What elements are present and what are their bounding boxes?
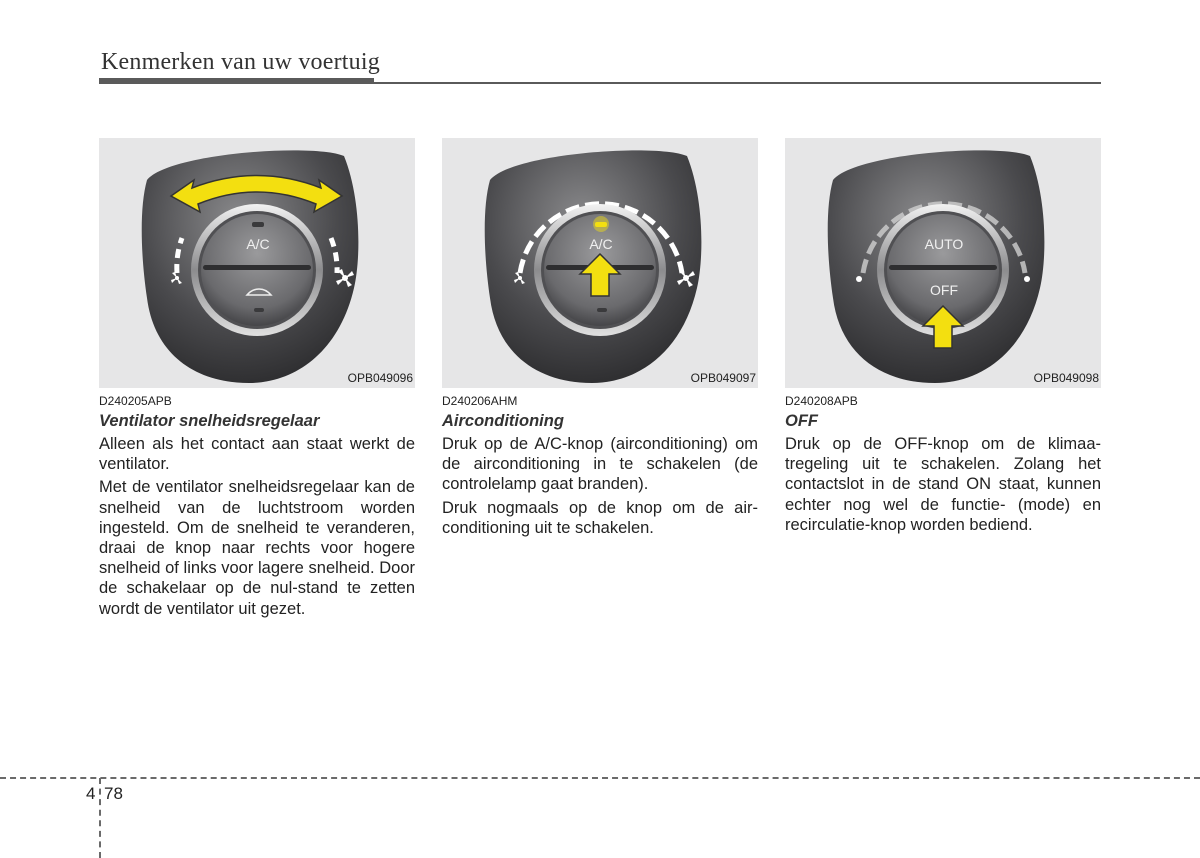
reference-code: D240208APB — [785, 394, 858, 408]
paragraph: Met de ventilator snelheidsregelaar kan de snelheid van de luchtstroom worden ingesteld. Om de snelheid te veranderen, draai de knop naar rechts voor hogere snelheid of links voor lagere snelheid. Door de schakelaar op de nul-stand te zetten wordt de ventilator uit gezet. — [99, 478, 415, 618]
knob-top-label: AUTO — [924, 236, 964, 252]
ac-indicator-lamp — [593, 216, 609, 232]
reference-code: D240206AHM — [442, 394, 518, 408]
paragraph: Druk op de A/C-knop (airconditioning) om de airconditioning in te schakelen (de controlelamp gaat branden). — [442, 435, 758, 494]
column-airconditioning — [442, 138, 758, 538]
knob-bottom-label: OFF — [930, 282, 958, 298]
page-number: 78 — [104, 784, 123, 803]
off-knob-illustration — [785, 138, 1101, 388]
paragraph: Druk nogmaals op de knop om de air-conditioning uit te schakelen. — [442, 498, 758, 537]
column-off — [785, 138, 1101, 535]
footer-divider — [0, 777, 1200, 779]
section-title: Airconditioning — [442, 412, 564, 430]
reference-code: D240205APB — [99, 394, 172, 408]
section-title: OFF — [785, 412, 818, 430]
header-rule — [99, 78, 374, 84]
figure-fan-speed-knob — [99, 138, 415, 388]
figure-code: OPB049098 — [1033, 371, 1099, 385]
column-fan-speed — [99, 138, 415, 619]
section-title: Ventilator snelheidsregelaar — [99, 412, 320, 430]
paragraph: Druk op de OFF-knop om de klimaa-tregeling uit te schakelen. Zolang het contactslot in de stand ON staat, kunnen echter nog wel de functie- (mode) en recirculatie-knop worden bediend. — [785, 435, 1101, 534]
chapter-number: 4 — [86, 784, 96, 803]
footer-divider-vertical — [99, 778, 101, 858]
figure-code: OPB049097 — [690, 371, 756, 385]
figure-ac-knob — [442, 138, 758, 388]
header-rule-thin — [374, 82, 1101, 84]
paragraph: Alleen als het contact aan staat werkt de ventilator. — [99, 435, 415, 474]
figure-code: OPB049096 — [347, 371, 413, 385]
page-title: Kenmerken van uw voertuig — [101, 49, 380, 75]
ac-knob-illustration — [442, 138, 758, 388]
knob-top-label: A/C — [246, 236, 270, 252]
fan-speed-knob-illustration — [99, 138, 415, 388]
figure-off-knob — [785, 138, 1101, 388]
knob-top-label: A/C — [589, 236, 613, 252]
